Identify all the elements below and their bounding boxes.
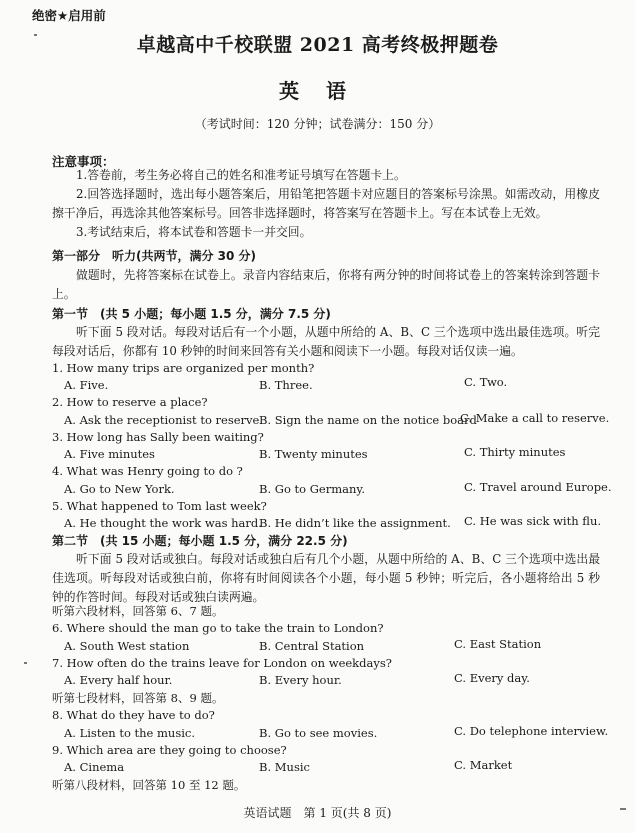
notice-item-2: 2.回答选择题时，选出每小题答案后，用铅笔把答题卡对应题目的答案标号涂黑。如需改动，用橡皮擦干净后，再选涂其他答案标号。回答非选择题时，将答案写在答题卡上。写在本试卷上无效。 bbox=[52, 187, 600, 220]
question-2-option-b: B. Sign the name on the notice board bbox=[259, 413, 477, 427]
question-1: 1. How many trips are organized per month? bbox=[52, 361, 315, 375]
question-1-option-c: C. Two. bbox=[464, 375, 508, 389]
question-9: 9. Which area are they going to choose? bbox=[52, 743, 287, 757]
page-footer: 英语试题 第 1 页(共 8 页) bbox=[243, 806, 392, 820]
exam-title: 卓越高中千校联盟 2021 高考终极押题卷 bbox=[136, 34, 499, 56]
question-6: 6. Where should the man go to take the train to London? bbox=[52, 621, 384, 635]
question-8-option-c: C. Do telephone interview. bbox=[454, 724, 609, 738]
question-4-option-c: C. Travel around Europe. bbox=[464, 480, 612, 494]
material-6-instruction: 听第六段材料，回答第 6、7 题。 bbox=[52, 604, 224, 618]
part1-intro: 做题时，先将答案标在试卷上。录音内容结束后，你将有两分钟的时间将试卷上的答案转涂到答题卡上。 bbox=[52, 268, 600, 301]
question-3-option-b: B. Twenty minutes bbox=[259, 447, 368, 461]
question-3: 3. How long has Sally been waiting? bbox=[52, 430, 264, 444]
question-7-option-b: B. Every hour. bbox=[259, 673, 342, 687]
notice-item-1: 1.答卷前，考生务必将自己的姓名和准考证号填写在答题卡上。 bbox=[76, 168, 406, 182]
question-3-option-a: A. Five minutes bbox=[64, 447, 155, 461]
question-2-option-c: C. Make a call to reserve. bbox=[460, 411, 610, 425]
notice-item-3: 3.考试结束后，将本试卷和答题卡一并交回。 bbox=[76, 225, 312, 239]
question-3-option-c: C. Thirty minutes bbox=[464, 445, 566, 459]
question-4-option-a: A. Go to New York. bbox=[64, 482, 175, 496]
question-6-option-c: C. East Station bbox=[454, 637, 542, 651]
question-2: 2. How to reserve a place? bbox=[52, 395, 208, 409]
question-4-option-b: B. Go to Germany. bbox=[259, 482, 366, 496]
question-4: 4. What was Henry going to do ? bbox=[52, 464, 243, 478]
part1-heading bbox=[52, 247, 256, 264]
question-1-option-b: B. Three. bbox=[259, 378, 313, 392]
scan-speck bbox=[34, 34, 37, 36]
scan-speck bbox=[24, 662, 27, 664]
section2-intro: 听下面 5 段对话或独白。每段对话或独白后有几个小题，从题中所给的 A、B、C 三个选项中选出最佳选项。听每段对话或独白前，你将有时间阅读各个小题，每小题 5 秒钟；听完后，各小题将给出 5 秒钟的作答时间。每段对话或独白读两遍。 bbox=[52, 552, 600, 604]
material-7-instruction: 听第七段材料，回答第 8、9 题。 bbox=[52, 691, 224, 705]
question-5: 5. What happened to Tom last week? bbox=[52, 499, 267, 513]
question-6-option-a: A. South West station bbox=[64, 639, 190, 653]
question-7-option-c: C. Every day. bbox=[454, 671, 530, 685]
question-9-option-b: B. Music bbox=[259, 760, 310, 774]
question-7-option-a: A. Every half hour. bbox=[64, 673, 173, 687]
scan-speck bbox=[620, 808, 626, 810]
section2-heading: 第二节 (共 15 小题；每小题 1.5 分，满分 22.5 分) bbox=[52, 534, 348, 548]
question-8-option-b: B. Go to see movies. bbox=[259, 726, 378, 740]
question-5-option-a: A. He thought the work was hard. bbox=[64, 516, 262, 530]
question-9-option-c: C. Market bbox=[454, 758, 513, 772]
question-6-option-b: B. Central Station bbox=[259, 639, 365, 653]
question-9-option-a: A. Cinema bbox=[64, 760, 125, 774]
confidential-label: 绝密★启用前 bbox=[32, 8, 106, 23]
section1-heading: 第一节 (共 5 小题；每小题 1.5 分，满分 7.5 分) bbox=[52, 307, 331, 321]
material-8-instruction: 听第八段材料，回答第 10 至 12 题。 bbox=[52, 778, 246, 792]
exam-info: （考试时间：120 分钟；试卷满分：150 分） bbox=[194, 117, 441, 131]
question-5-option-c: C. He was sick with flu. bbox=[464, 514, 602, 528]
notice-heading: 注意事项： bbox=[52, 154, 115, 169]
question-5-option-b: B. He didn’t like the assignment. bbox=[259, 516, 451, 530]
question-2-option-a: A. Ask the receptionist to reserve. bbox=[64, 413, 263, 427]
section1-intro: 听下面 5 段对话。每段对话后有一个小题，从题中所给的 A、B、C 三个选项中选出最佳选项。听完每段对话后，你都有 10 秒钟的时间来回答有关小题和阅读下一小题。每段对话仅读一遍。 bbox=[52, 325, 600, 358]
part1-heading-text: 第一部分 听力(共两节，满分 30 分) bbox=[52, 249, 257, 263]
question-7: 7. How often do the trains leave for London on weekdays? bbox=[52, 656, 392, 670]
question-1-option-a: A. Five. bbox=[64, 378, 109, 392]
question-8-option-a: A. Listen to the music. bbox=[64, 726, 195, 740]
subject-title: 英 语 bbox=[279, 79, 356, 103]
question-8: 8. What do they have to do? bbox=[52, 708, 215, 722]
